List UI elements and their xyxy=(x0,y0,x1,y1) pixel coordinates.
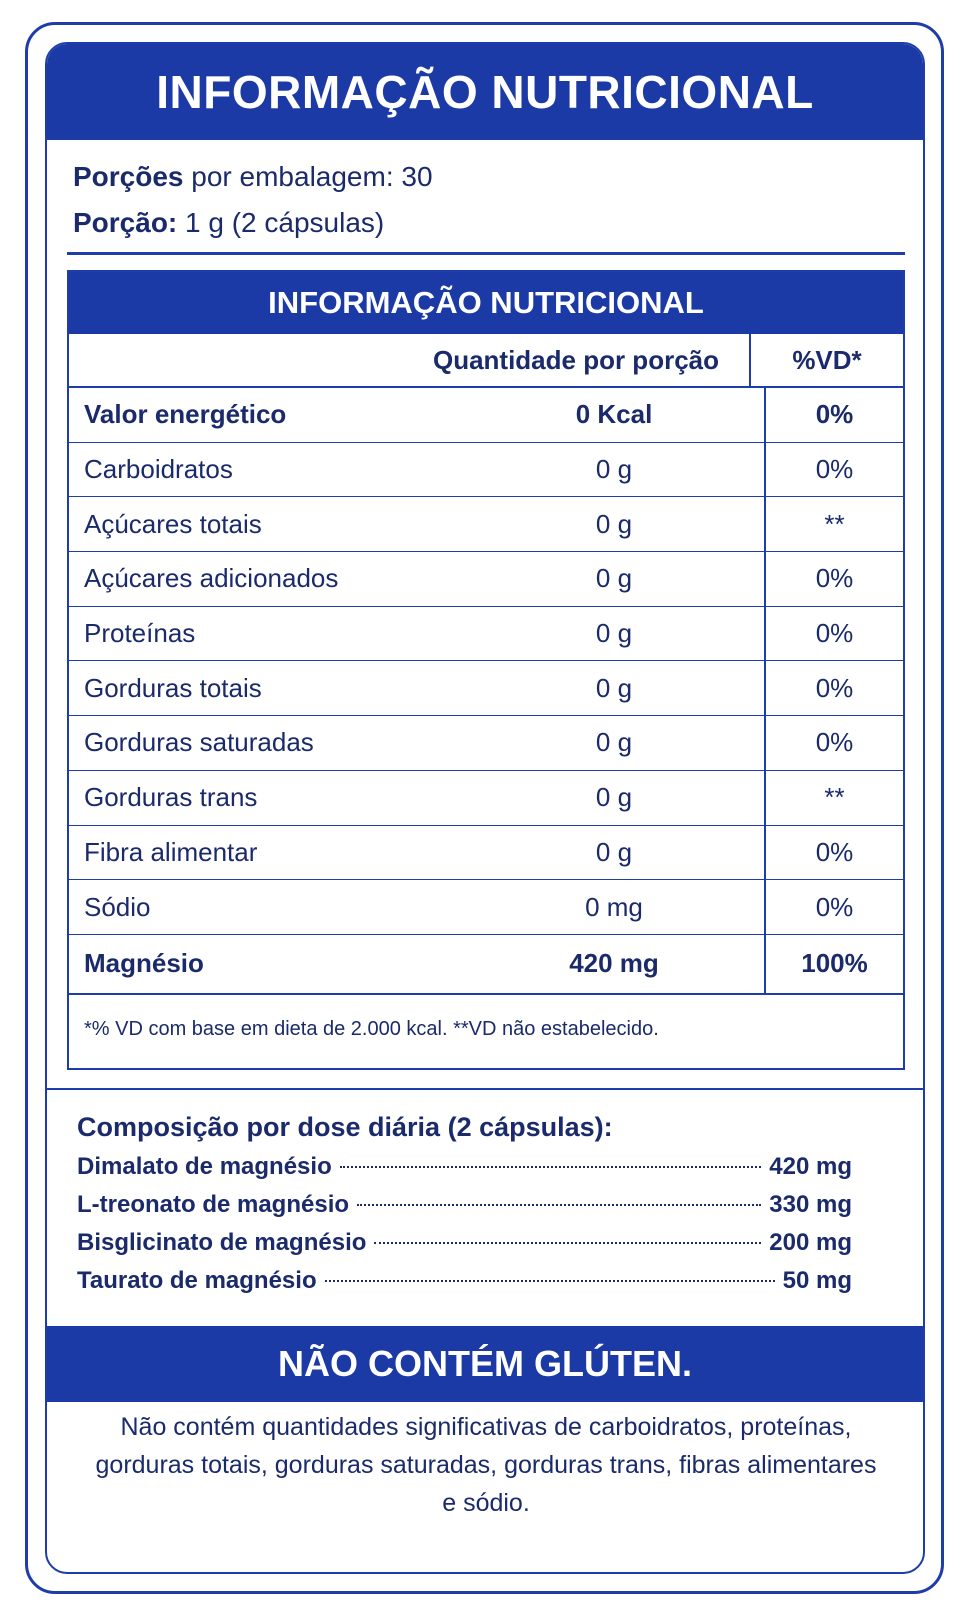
nutrient-vd: 0% xyxy=(815,836,854,867)
nutrient-vd: 0% xyxy=(815,727,854,758)
table-footnote: *% VD com base em dieta de 2.000 kcal. **VD não estabelecido. xyxy=(84,1018,659,1041)
table-header-row xyxy=(69,334,903,388)
composition-section xyxy=(77,1112,852,1305)
nutrient-amount: 420 mg xyxy=(464,935,766,993)
nutrient-name: Gorduras totais xyxy=(84,672,262,703)
table-title: INFORMAÇÃO NUTRICIONAL xyxy=(69,272,903,334)
composition-item xyxy=(77,1229,852,1267)
nutrient-name: Açúcares totais xyxy=(84,508,262,539)
nutrient-name: Valor energético xyxy=(84,399,287,430)
composition-item-name: Taurato de magnésio xyxy=(77,1267,317,1294)
table-row xyxy=(69,935,903,995)
nutrient-amount: 0 Kcal xyxy=(464,388,766,442)
composition-item-value: 200 mg xyxy=(769,1229,852,1256)
dot-leader xyxy=(374,1242,761,1244)
header-vd: %VD* xyxy=(792,344,862,375)
serving-size-label: Porção: xyxy=(73,207,178,238)
portion-info xyxy=(73,154,433,246)
composition-item-value: 330 mg xyxy=(769,1191,852,1218)
nutrient-name: Açúcares adicionados xyxy=(84,563,339,594)
table-row xyxy=(69,826,903,881)
nutrient-amount: 0 g xyxy=(464,443,766,497)
composition-item-value: 50 mg xyxy=(782,1267,852,1294)
table-body xyxy=(69,388,903,995)
divider xyxy=(47,1088,923,1090)
composition-item xyxy=(77,1153,852,1191)
nutrient-vd: 100% xyxy=(801,948,868,979)
serving-size-value: 1 g (2 cápsulas) xyxy=(177,207,385,238)
table-row xyxy=(69,880,903,935)
header-amount: Quantidade por porção xyxy=(69,334,751,386)
nutrient-vd: 0% xyxy=(815,399,854,430)
nutrient-name: Proteínas xyxy=(84,618,196,649)
nutrient-amount: 0 g xyxy=(464,607,766,661)
composition-item-name: L-treonato de magnésio xyxy=(77,1191,350,1218)
portions-per-package xyxy=(73,154,433,200)
nutrient-name: Carboidratos xyxy=(84,454,233,485)
gluten-banner: NÃO CONTÉM GLÚTEN. xyxy=(47,1326,923,1402)
nutrient-name: Sódio xyxy=(84,891,151,922)
composition-list xyxy=(77,1153,852,1305)
nutrient-name: Magnésio xyxy=(84,948,204,979)
nutrient-amount: 0 g xyxy=(464,661,766,715)
nutrient-amount: 0 g xyxy=(464,552,766,606)
serving-size xyxy=(73,200,433,246)
divider xyxy=(67,252,905,255)
table-row xyxy=(69,443,903,498)
table-row xyxy=(69,661,903,716)
table-row xyxy=(69,388,903,443)
nutrient-vd: 0% xyxy=(815,891,854,922)
nutrient-amount: 0 mg xyxy=(464,880,766,934)
composition-item xyxy=(77,1267,852,1305)
portions-per-package-value: por embalagem: 30 xyxy=(183,161,433,192)
nutrient-amount: 0 g xyxy=(464,826,766,880)
nutrient-amount: 0 g xyxy=(464,716,766,770)
dot-leader xyxy=(340,1166,762,1168)
nutrient-vd: 0% xyxy=(815,563,854,594)
nutrient-vd: ** xyxy=(824,508,845,539)
nutrient-name: Fibra alimentar xyxy=(84,836,258,867)
composition-item xyxy=(77,1191,852,1229)
table-row xyxy=(69,771,903,826)
nutrient-vd: 0% xyxy=(815,618,854,649)
table-row xyxy=(69,716,903,771)
composition-title: Composição por dose diária (2 cápsulas): xyxy=(77,1112,613,1142)
nutrient-amount: 0 g xyxy=(464,497,766,551)
nutrient-name: Gorduras trans xyxy=(84,782,258,813)
portions-per-package-label: Porções xyxy=(73,161,184,192)
table-row xyxy=(69,497,903,552)
main-title: INFORMAÇÃO NUTRICIONAL xyxy=(47,44,923,140)
nutrient-amount: 0 g xyxy=(464,771,766,825)
label-inner-frame xyxy=(45,42,925,1574)
nutrition-notice: Não contém quantidades significativas de carboidratos, proteínas, gorduras totais, gorduras saturadas, gorduras trans, fibras alimentares e sódio. xyxy=(95,1413,877,1517)
nutrient-vd: 0% xyxy=(815,454,854,485)
table-row xyxy=(69,552,903,607)
nutrient-vd: 0% xyxy=(815,672,854,703)
nutrient-name: Gorduras saturadas xyxy=(84,727,314,758)
nutrition-table xyxy=(67,270,905,1070)
composition-item-name: Dimalato de magnésio xyxy=(77,1153,332,1180)
composition-item-value: 420 mg xyxy=(769,1153,852,1180)
table-grid xyxy=(69,334,903,995)
dot-leader xyxy=(325,1280,775,1282)
nutrient-vd: ** xyxy=(824,782,845,813)
composition-item-name: Bisglicinato de magnésio xyxy=(77,1229,367,1256)
dot-leader xyxy=(357,1204,761,1206)
table-row xyxy=(69,607,903,662)
